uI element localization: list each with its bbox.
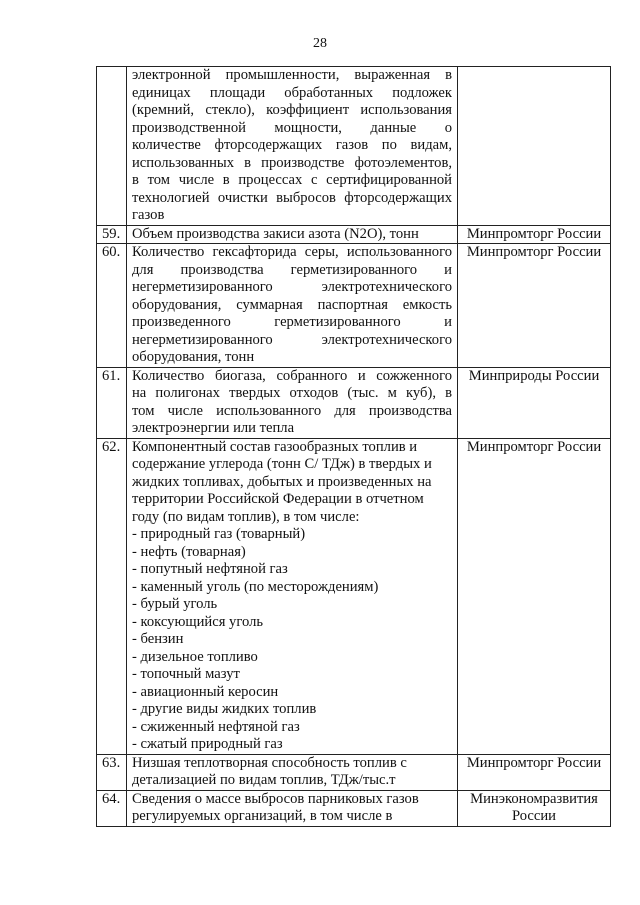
desc-line: негерметизированного электротехнического bbox=[132, 331, 452, 348]
desc-line: (кремний, стекло), коэффициент использования bbox=[132, 102, 452, 118]
desc-line: технологией очистки выбросов фторсодержащих bbox=[132, 189, 452, 206]
data-table bbox=[96, 66, 611, 827]
row-description bbox=[127, 225, 458, 244]
desc-line: Сведения о массе выбросов парниковых газов bbox=[132, 790, 419, 807]
desc-line: количестве фторсодержащих газов по видам, bbox=[132, 137, 452, 153]
list-item: - другие виды жидких топлив bbox=[132, 701, 317, 717]
list-item: - авиационный керосин bbox=[132, 683, 279, 700]
desc-line: негерметизированного электротехнического bbox=[132, 279, 452, 295]
row-number: 60. bbox=[97, 244, 127, 368]
row-agency: Минпромторг России bbox=[458, 225, 611, 244]
row-agency: Минпромторг России bbox=[458, 438, 611, 754]
list-item: - дизельное топливо bbox=[132, 648, 258, 665]
row-description bbox=[127, 67, 458, 226]
row-agency: Минпромторг России bbox=[458, 754, 611, 790]
list-item: - топочный мазут bbox=[132, 666, 240, 682]
desc-line: Объем производства закиси азота (N2O), тонн bbox=[132, 225, 419, 242]
row-agency: Минприроды России bbox=[458, 367, 611, 438]
desc-line: жидких топливах, добытых и произведенных на bbox=[132, 473, 432, 490]
row-agency bbox=[458, 67, 611, 226]
desc-line: единицах площади обработанных подложек bbox=[132, 84, 452, 101]
table-row bbox=[97, 438, 611, 754]
table-row bbox=[97, 67, 611, 226]
desc-line: для производства герметизированного и bbox=[132, 261, 452, 278]
desc-line: произведенного герметизированного и bbox=[132, 314, 452, 330]
desc-line: Низшая теплотворная способность топлив с bbox=[132, 754, 407, 771]
list-item: - сжатый природный газ bbox=[132, 736, 283, 752]
desc-line: на полигонах твердых отходов (тыс. м куб), в bbox=[132, 385, 452, 401]
row-description bbox=[127, 790, 458, 826]
list-item: - бурый уголь bbox=[132, 596, 218, 612]
desc-line: территории Российской Федерации в отчетном bbox=[132, 491, 424, 507]
table-row bbox=[97, 754, 611, 790]
desc-line: году (по видам топлив), в том числе: bbox=[132, 508, 360, 525]
table-row bbox=[97, 244, 611, 368]
list-item: - бензин bbox=[132, 631, 184, 647]
list-item: - каменный уголь (по месторождениям) bbox=[132, 578, 379, 595]
desc-line: электроэнергии или тепла bbox=[132, 420, 295, 436]
list-item: - коксующийся уголь bbox=[132, 613, 264, 630]
table-row bbox=[97, 790, 611, 826]
row-number: 63. bbox=[97, 754, 127, 790]
desc-line: Компонентный состав газообразных топлив и bbox=[132, 438, 418, 455]
row-description bbox=[127, 244, 458, 368]
row-number: 59. bbox=[97, 225, 127, 244]
desc-line: детализацией по видам топлив, ТДж/тыс.т bbox=[132, 772, 396, 788]
desc-line: Количество биогаза, собранного и сожженного bbox=[132, 367, 452, 384]
list-item: - сжиженный нефтяной газ bbox=[132, 718, 300, 735]
desc-line: производственной мощности, данные о bbox=[132, 119, 452, 136]
table-row bbox=[97, 225, 611, 244]
row-description bbox=[127, 754, 458, 790]
desc-line: том числе использованного для производства bbox=[132, 402, 452, 419]
desc-line: Количество гексафторида серы, использованного bbox=[132, 244, 452, 260]
desc-line: использованных в производстве фотоэлементов, bbox=[132, 154, 452, 171]
row-number: 62. bbox=[97, 438, 127, 754]
row-agency: Минэкономразвития России bbox=[458, 790, 611, 826]
row-description bbox=[127, 438, 458, 754]
desc-line: электронной промышленности, выраженная в bbox=[132, 67, 452, 83]
list-item: - попутный нефтяной газ bbox=[132, 561, 288, 577]
desc-line: содержание углерода (тонн С/ ТДж) в твердых и bbox=[132, 456, 432, 472]
desc-line: в том числе в процессах с сертифицированной bbox=[132, 172, 452, 188]
desc-line: оборудования, суммарная паспортная емкость bbox=[132, 296, 452, 313]
row-number: 61. bbox=[97, 367, 127, 438]
desc-line: газов bbox=[132, 207, 165, 223]
row-number bbox=[97, 67, 127, 226]
row-number: 64. bbox=[97, 790, 127, 826]
desc-line: регулируемых организаций, в том числе в bbox=[132, 808, 393, 824]
row-agency: Минпромторг России bbox=[458, 244, 611, 368]
table-row bbox=[97, 367, 611, 438]
list-item: - природный газ (товарный) bbox=[132, 526, 306, 542]
row-description bbox=[127, 367, 458, 438]
list-item: - нефть (товарная) bbox=[132, 543, 246, 560]
page-number: 28 bbox=[313, 36, 327, 51]
desc-line: оборудования, тонн bbox=[132, 349, 255, 365]
